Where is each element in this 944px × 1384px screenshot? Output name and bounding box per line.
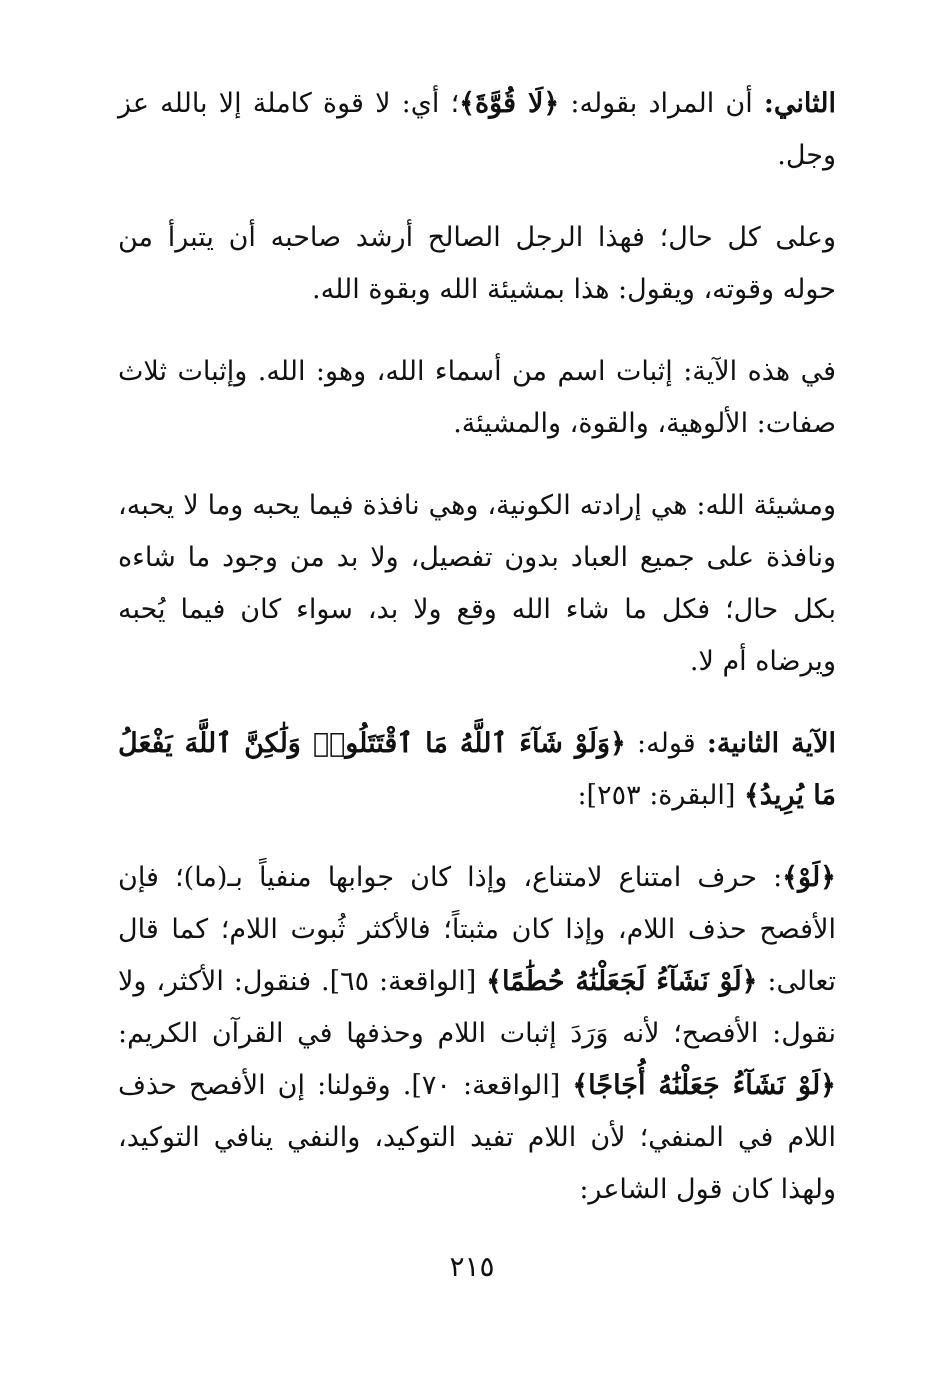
paragraph-righteous-man (118, 212, 836, 316)
quran-quote: ﴿لَوْ﴾ (782, 862, 836, 893)
quran-quote: ﴿وَلَوْ شَآءَ ٱللَّهُ مَا ٱقْتَتَلُوا۟ وَلَٰكِنَّ ٱللَّهَ يَفْعَلُ مَا يُرِيدُ﴾ (118, 728, 836, 811)
paragraph-text: في هذه الآية: إثبات اسم من أسماء الله، وهو: الله. وإثبات ثلاث صفات: الألوهية، والقوة، والمشيئة. (118, 356, 836, 439)
paragraph-gap (118, 316, 836, 346)
paragraph-text: : حرف امتناع لامتناع، وإذا كان جوابها منفياً بـ(ما)؛ فإن الأفصح حذف اللام، وإذا كان مثبتاً؛ فالأكثر ثُبوت اللام؛ كما قال تعالى: (118, 862, 836, 997)
quran-quote: ﴿لَوْ نَشَآءُ لَجَعَلْنَٰهُ حُطَٰمًا﴾ (486, 966, 758, 997)
paragraph-label: الآية الثانية: (706, 728, 837, 759)
paragraph-text: ؛ أي: لا قوة كاملة إلا بالله عز وجل. (118, 88, 836, 171)
paragraph-divine-will (118, 480, 836, 688)
paragraph-gap (118, 822, 836, 852)
paragraph-gap (118, 450, 836, 480)
paragraph-text: ومشيئة الله: هي إرادته الكونية، وهي نافذة فيما يحبه وما لا يحبه، ونافذة على جميع العباد بدون تفصيل، ولا بد من وجود ما شاءه بكل حال؛ فكل ما شاء الله وقع ولا بد، سواء كان فيما يُحبه ويرضاه أم لا. (118, 490, 836, 677)
paragraph-text: قوله: (625, 728, 707, 759)
paragraph-gap (118, 688, 836, 718)
quran-quote: ﴿لَا قُوَّةَ﴾ (459, 88, 560, 119)
paragraph-text: وعلى كل حال؛ فهذا الرجل الصالح أرشد صاحبه أن يتبرأ من حوله وقوته، ويقول: هذا بمشيئة الله وبقوة الله. (118, 222, 836, 305)
paragraph-text: [الواقعة: ٧٠]. وقولنا: إن الأفصح حذف اللام في المنفي؛ لأن اللام تفيد التوكيد، والنفي ينافي التوكيد، ولهذا كان قول الشاعر: (118, 1070, 836, 1205)
page-body (118, 78, 836, 1216)
paragraph-second-meaning (118, 78, 836, 182)
verse-reference: [البقرة: ٢٥٣]: (577, 780, 744, 811)
paragraph-law (118, 852, 836, 1216)
paragraph-gap (118, 182, 836, 212)
page-number: ٢١٥ (449, 1250, 495, 1283)
paragraph-second-verse (118, 718, 836, 822)
paragraph-text: أن المراد بقوله: (559, 88, 764, 119)
paragraph-text: [الواقعة: ٦٥]. فنقول: الأكثر، ولا نقول: الأفصح؛ لأنه وَرَدَ إثبات اللام وحذفها في القرآن الكريم: (118, 966, 836, 1049)
paragraph-attributes (118, 346, 836, 450)
paragraph-label: الثاني: (763, 88, 836, 119)
quran-quote: ﴿لَوْ نَشَآءُ جَعَلْنَٰهُ أُجَاجًا﴾ (572, 1070, 837, 1101)
